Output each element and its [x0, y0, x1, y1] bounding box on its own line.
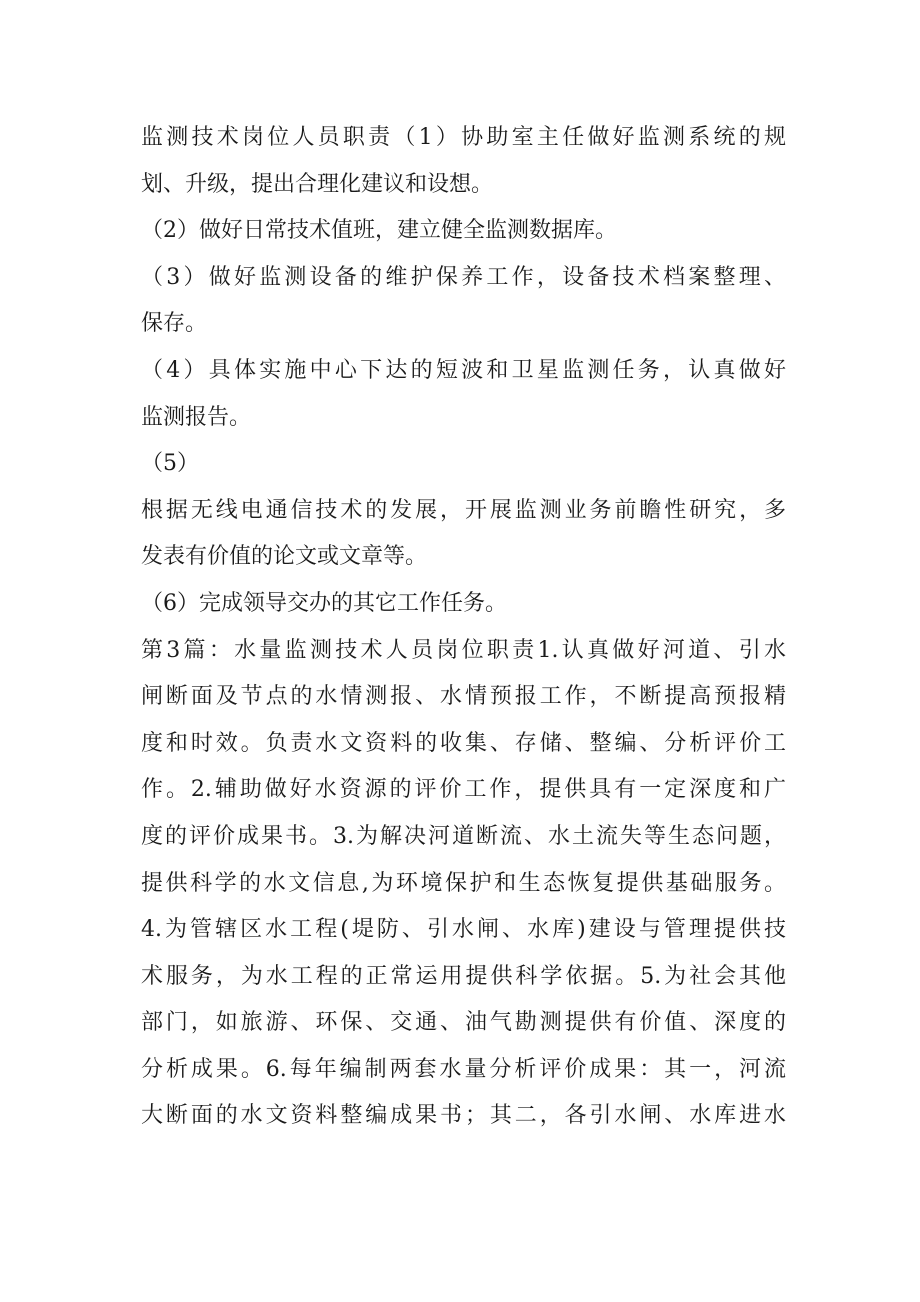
- text-line: 发表有价值的论文或文章等。: [141, 544, 428, 570]
- text-line: 保存。: [141, 311, 208, 337]
- text-line: 提供科学的水文信息,为环境保护和生态恢复提供基础服务。: [141, 870, 786, 896]
- text-line: （2）做好日常技术值班，建立健全监测数据库。: [141, 218, 617, 244]
- text-line: 根据无线电通信技术的发展，开展监测业务前瞻性研究，多: [141, 497, 786, 523]
- text-line: 作。2.辅助做好水资源的评价工作，提供具有一定深度和广: [141, 777, 786, 803]
- text-line: 度和时效。负责水文资料的收集、存储、整编、分析评价工: [141, 730, 786, 756]
- text-line: 监测技术岗位人员职责（1）协助室主任做好监测系统的规: [141, 125, 786, 150]
- text-line: 分析成果。6.每年编制两套水量分析评价成果：其一，河流: [141, 1056, 786, 1082]
- text-line: 度的评价成果书。3.为解决河道断流、水土流失等生态问题，: [141, 823, 786, 849]
- text-line: 大断面的水文资料整编成果书；其二，各引水闸、水库进水: [141, 1103, 786, 1129]
- text-line: （5）: [141, 451, 199, 477]
- text-line: 第3篇：水量监测技术人员岗位职责1.认真做好河道、引水: [141, 637, 786, 663]
- text-line: 术服务，为水工程的正常运用提供科学依据。5.为社会其他: [141, 963, 786, 989]
- document-body: [141, 115, 786, 1140]
- text-line: （6）完成领导交办的其它工作任务。: [141, 590, 507, 616]
- text-line: （4）具体实施中心下达的短波和卫星监测任务，认真做好: [141, 357, 786, 383]
- text-line: 划、升级，提出合理化建议和设想。: [141, 171, 494, 197]
- text-line: 闸断面及节点的水情测报、水情预报工作，不断提高预报精: [141, 684, 786, 710]
- text-line: （3）做好监测设备的维护保养工作，设备技术档案整理、: [141, 264, 786, 290]
- text-line: 监测报告。: [141, 404, 252, 430]
- text-line: 部门，如旅游、环保、交通、油气勘测提供有价值、深度的: [141, 1010, 786, 1036]
- text-line: 4.为管辖区水工程(堤防、引水闸、水库)建设与管理提供技: [141, 917, 786, 943]
